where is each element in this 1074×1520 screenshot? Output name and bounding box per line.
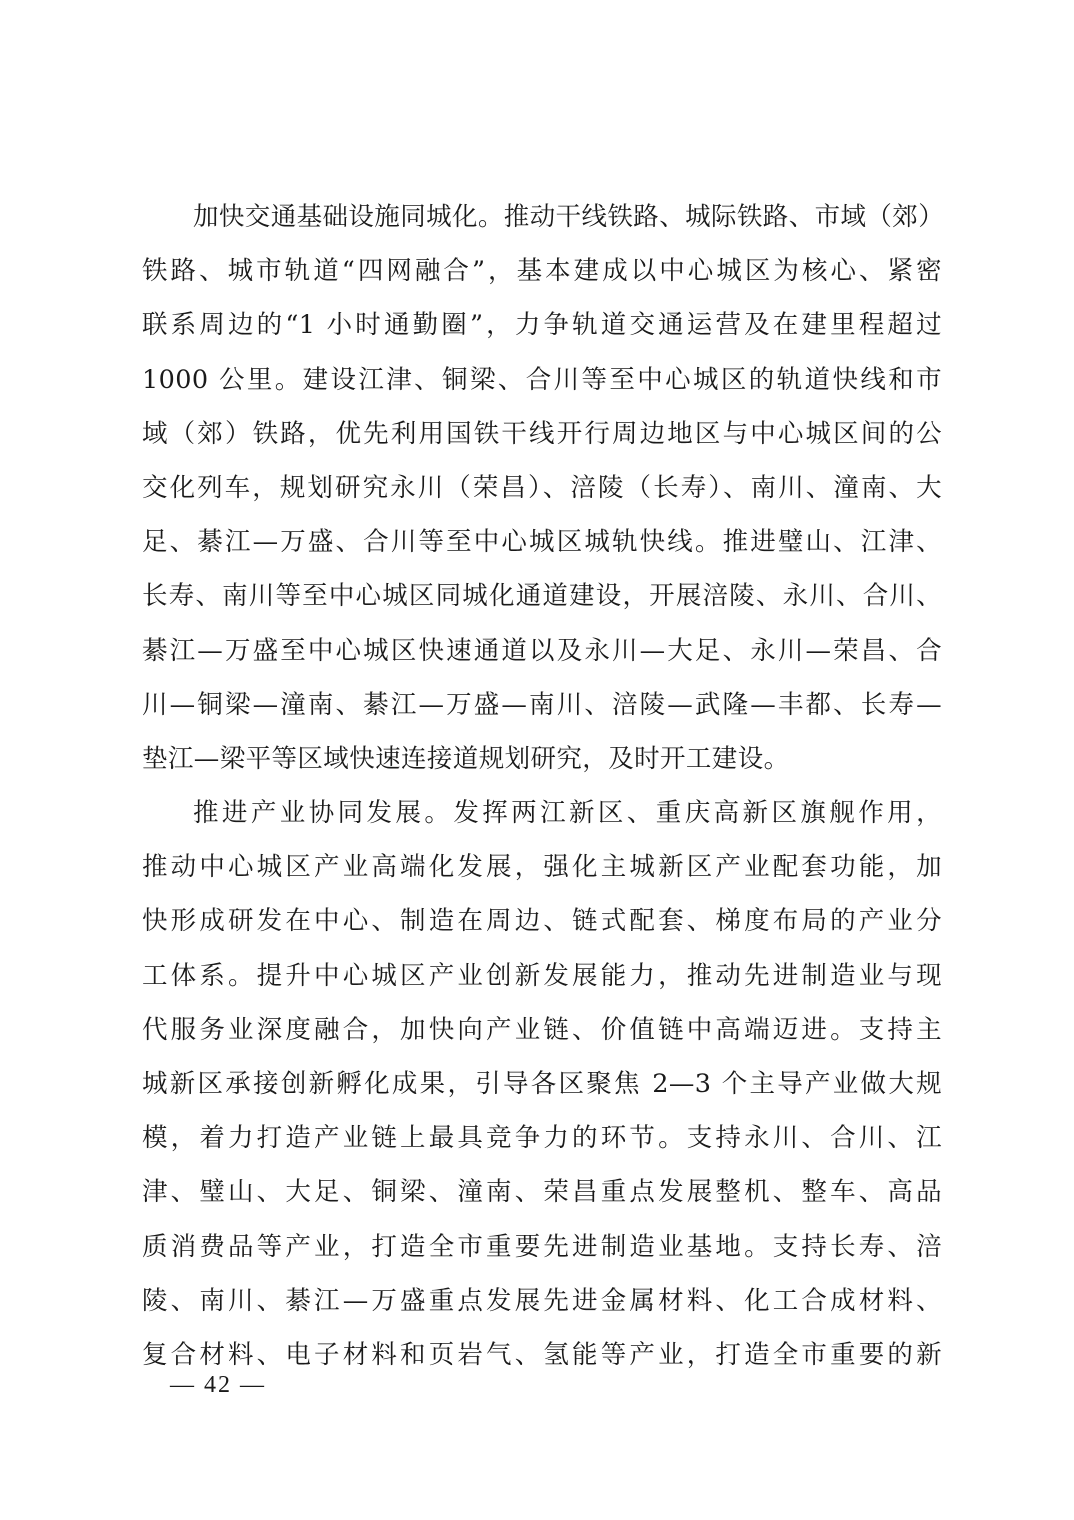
paragraph-1-line-1: 加快交通基础设施同城化。推动干线铁路、城际铁路、市域（郊） (193, 202, 945, 232)
paragraph-2-line-11: 复合材料、电子材料和页岩气、氢能等产业，打造全市重要的新 (142, 1339, 942, 1370)
page-number: — 42 — (170, 1372, 266, 1398)
paragraph-1-line-2: 铁路、城市轨道“四网融合”，基本建成以中心城区为核心、紧密 (142, 256, 942, 287)
paragraph-1-line-7: 足、綦江—万盛、合川等至中心城区城轨快线。推进璧山、江津、 (142, 527, 942, 558)
paragraph-1-line-6: 交化列车，规划研究永川（荣昌）、涪陵（长寿）、南川、潼南、大 (142, 472, 942, 503)
paragraph-1-line-3: 联系周边的“1 小时通勤圈”，力争轨道交通运营及在建里程超过 (142, 310, 942, 341)
paragraph-2-line-5: 代服务业深度融合，加快向产业链、价值链中高端迈进。支持主 (142, 1014, 942, 1045)
paragraph-1-line-11: 垫江—梁平等区域快速连接道规划研究，及时开工建设。 (142, 743, 790, 774)
paragraph-1-line-8: 长寿、南川等至中心城区同城化通道建设，开展涪陵、永川、合川、 (142, 581, 942, 612)
paragraph-2-line-6: 城新区承接创新孵化成果，引导各区聚焦 2—3 个主导产业做大规 (142, 1069, 942, 1099)
paragraph-2-line-1: 推进产业协同发展。发挥两江新区、重庆高新区旗舰作用， (193, 798, 942, 829)
paragraph-2-line-7: 模，着力打造产业链上最具竞争力的环节。支持永川、合川、江 (142, 1123, 942, 1154)
paragraph-2-line-4: 工体系。提升中心城区产业创新发展能力，推动先进制造业与现 (142, 960, 942, 991)
paragraph-1-line-9: 綦江—万盛至中心城区快速通道以及永川—大足、永川—荣昌、合 (142, 635, 942, 666)
paragraph-2-line-2: 推动中心城区产业高端化发展，强化主城新区产业配套功能，加 (142, 852, 942, 883)
paragraph-2-line-8: 津、璧山、大足、铜梁、潼南、荣昌重点发展整机、整车、高品 (142, 1177, 942, 1208)
paragraph-1-line-10: 川—铜梁—潼南、綦江—万盛—南川、涪陵—武隆—丰都、长寿— (142, 689, 942, 720)
paragraph-1-line-5: 域（郊）铁路，优先利用国铁干线开行周边地区与中心城区间的公 (142, 418, 942, 449)
paragraph-2-line-3: 快形成研发在中心、制造在周边、链式配套、梯度布局的产业分 (142, 906, 942, 937)
paragraph-1-line-4: 1000 公里。建设江津、铜梁、合川等至中心城区的轨道快线和市 (142, 364, 942, 395)
paragraph-2-line-9: 质消费品等产业，打造全市重要先进制造业基地。支持长寿、涪 (142, 1231, 942, 1262)
paragraph-2-line-10: 陵、南川、綦江—万盛重点发展先进金属材料、化工合成材料、 (142, 1285, 942, 1316)
body-text (142, 190, 945, 1382)
